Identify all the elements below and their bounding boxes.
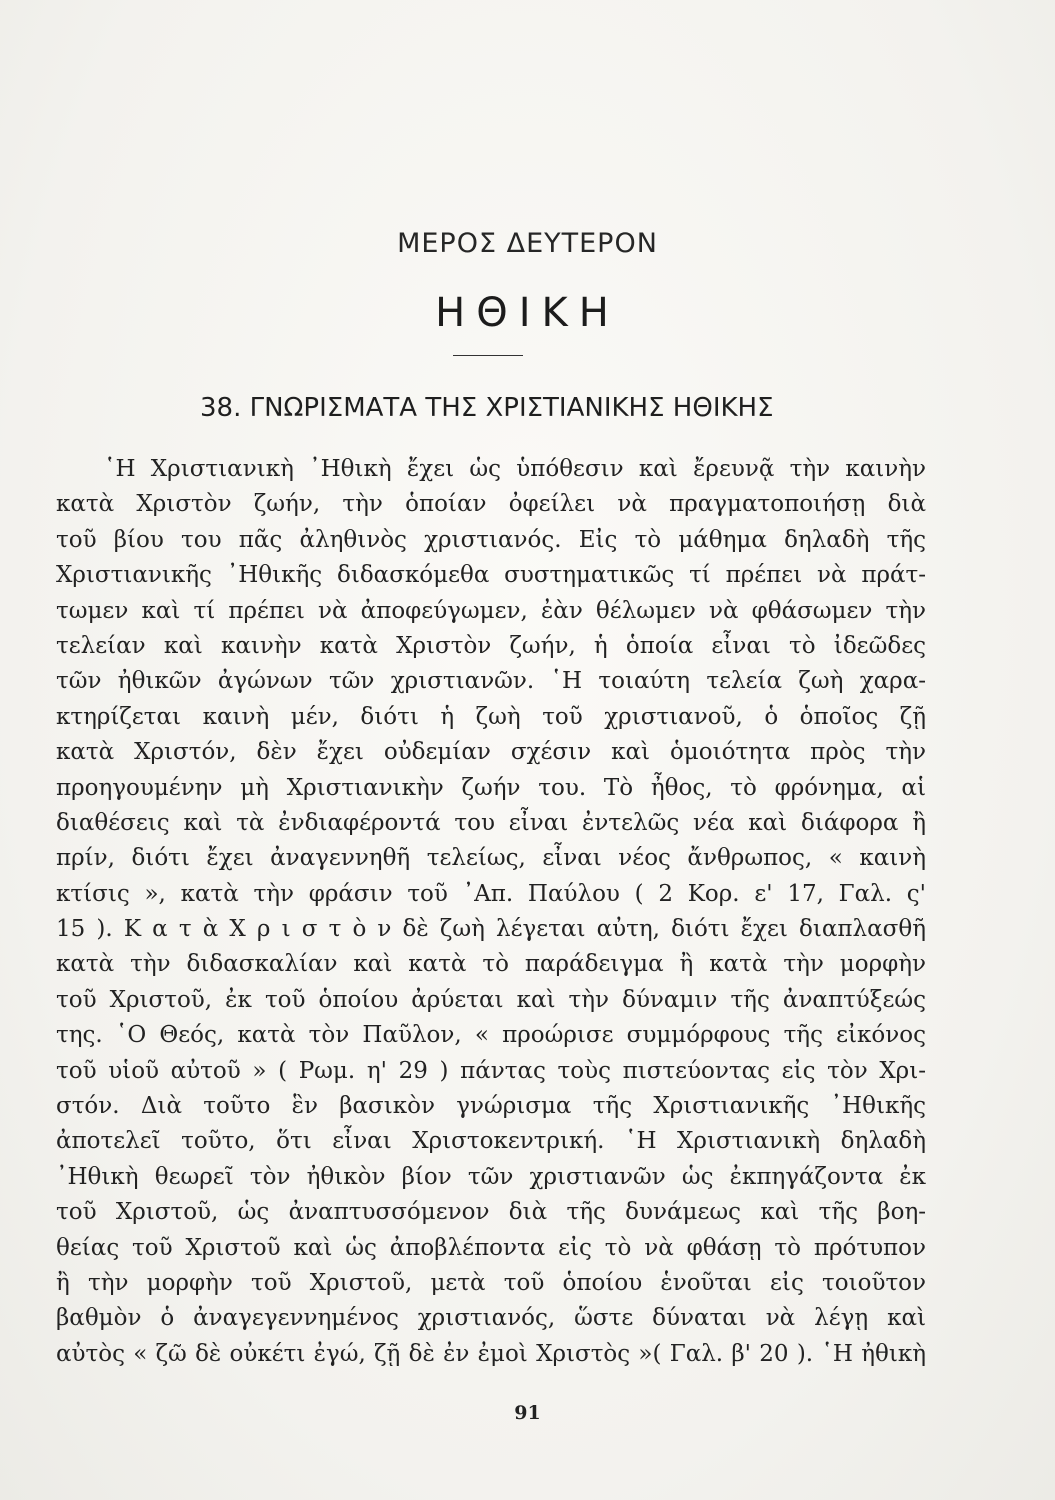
text-line: 15 ). Κ α τ ὰ Χ ρ ι σ τ ὸ ν δὲ ζωὴ λέγεται αὐτη, διότι ἔχει διαπλασθῆ [56,916,926,943]
text-line: τῶν ἠθικῶν ἀγώνων τῶν χριστιανῶν. ῾Η τοιαύτη τελεία ζωὴ χαρα- [56,668,926,695]
text-line: αὐτὸς « ζῶ δὲ οὐκέτι ἐγώ, ζῇ δὲ ἐν ἐμοὶ Χριστὸς »( Γαλ. β' 20 ). ῾Η ἠθικὴ [56,1340,926,1367]
text-line: της. ῾Ο Θεός, κατὰ τὸν Παῦλον, « προώρισε συμμόρφους τῆς εἰκόνος [56,1022,926,1049]
text-line: πρίν, διότι ἔχει ἀναγεννηθῆ τελείως, εἶναι νέος ἄνθρωπος, « καινὴ [56,845,926,872]
main-title: ΗΘΙΚΗ [435,290,620,336]
text-line: τοῦ υἱοῦ αὐτοῦ » ( Ρωμ. η' 29 ) πάντας τοὺς πιστεύοντας εἰς τὸν Χρι- [56,1057,926,1084]
text-line: τοῦ Χριστοῦ, ὡς ἀναπτυσσόμενον διὰ τῆς δυνάμεως καὶ τῆς βοη- [56,1199,926,1226]
text-line: ῾Η Χριστιανικὴ ᾿Ηθικὴ ἔχει ὡς ὑπόθεσιν καὶ ἔρευνᾷ τὴν καινὴν [104,456,926,482]
text-line: βαθμὸν ὁ ἀναγεγεννημένος χριστιανός, ὥστε δύναται νὰ λέγῃ καὶ [56,1305,926,1332]
text-line: ἢ τὴν μορφὴν τοῦ Χριστοῦ, μετὰ τοῦ ὁποίου ἑνοῦται εἰς τοιοῦτον [56,1269,926,1296]
text-line: κατὰ τὴν διδασκαλίαν καὶ κατὰ τὸ παράδειγμα ἢ κατὰ τὴν μορφὴν [56,951,926,978]
text-line: διαθέσεις καὶ τὰ ἐνδιαφέροντά του εἶναι ἐντελῶς νέα καὶ διάφορα ἢ [56,809,926,836]
text-line: τελείαν καὶ καινὴν κατὰ Χριστὸν ζωήν, ἡ ὁποία εἶναι τὸ ἰδεῶδες [56,632,926,659]
body-text [56,452,926,1372]
text-line: Χριστιανικῆς ᾿Ηθικῆς διδασκόμεθα συστηματικῶς τί πρέπει νὰ πράτ- [56,562,926,589]
text-line: κατὰ Χριστὸν ζωήν, τὴν ὁποίαν ὀφείλει νὰ πραγματοποιήσῃ διὰ [56,491,926,518]
text-line: κατὰ Χριστόν, δὲν ἔχει οὐδεμίαν σχέσιν καὶ ὁμοιότητα πρὸς τὴν [56,739,926,766]
text-line: τοῦ βίου του πᾶς ἀληθινὸς χριστιανός. Εἰς τὸ μάθημα δηλαδὴ τῆς [56,526,926,553]
text-line: προηγουμένην μὴ Χριστιανικὴν ζωήν του. Τὸ ἦθος, τὸ φρόνημα, αἱ [56,774,926,801]
section-heading: 38. ΓΝΩΡΙΣΜΑΤΑ ΤΗΣ ΧΡΙΣΤΙΑΝΙΚΗΣ ΗΘΙΚΗΣ [200,393,774,423]
text-line: ἀποτελεῖ τοῦτο, ὅτι εἶναι Χριστοκεντρική. ῾Η Χριστιανικὴ δηλαδὴ [56,1128,926,1155]
text-line: τοῦ Χριστοῦ, ἐκ τοῦ ὁποίου ἀρύεται καὶ τὴν δύναμιν τῆς ἀναπτύξεώς [56,986,926,1013]
text-line: κτίσις », κατὰ τὴν φράσιν τοῦ ᾿Απ. Παύλου ( 2 Κορ. ε' 17, Γαλ. ς' [56,880,926,907]
part-title: ΜΕΡΟΣ ΔΕΥΤΕΡΟΝ [397,228,658,259]
text-line: κτηρίζεται καινὴ μέν, διότι ἡ ζωὴ τοῦ χριστιανοῦ, ὁ ὁποῖος ζῇ [56,703,926,730]
text-line: στόν. Διὰ τοῦτο ἓν βασικὸν γνώρισμα τῆς Χριστιανικῆς ᾿Ηθικῆς [56,1093,926,1120]
title-divider [453,355,523,356]
page-number: 91 [514,1402,541,1424]
text-line: τωμεν καὶ τί πρέπει νὰ ἀποφεύγωμεν, ἐὰν θέλωμεν νὰ φθάσωμεν τὴν [56,597,926,624]
text-line: θείας τοῦ Χριστοῦ καὶ ὡς ἀποβλέποντα εἰς τὸ νὰ φθάσῃ τὸ πρότυπον [56,1234,926,1261]
text-line: ᾿Ηθικὴ θεωρεῖ τὸν ἠθικὸν βίον τῶν χριστιανῶν ὡς ἐκπηγάζοντα ἐκ [56,1163,926,1190]
